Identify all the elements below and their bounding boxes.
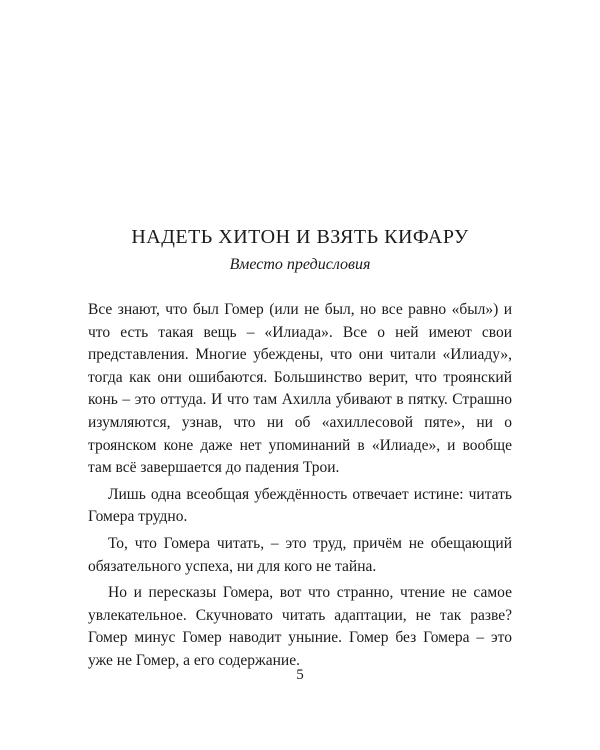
paragraph-4: Но и пересказы Гомера, вот что странно, чтение не самое увлекательное. Скучновато читать адаптации, не так разве? Гомер минус Гомер наводит уныние. Гомер без Гомера – это уже не Гомер, а его содержание. [88,584,512,669]
chapter-title: НАДЕТЬ ХИТОН И ВЗЯТЬ КИФАРУ [131,226,469,248]
paragraph-1: Все знают, что был Гомер (или не был, но все равно «был») и что есть такая вещь – «Илиада». Все о ней имеют свои представления. Многие убеждены, что они читали «Илиаду», тогда как они ошибаются. Большинство верит, что троянский конь – это оттуда. И что там Ахилла убивают в пятку. Страшно изумляются, узнав, что ни об «ахиллесовой пяте», ни о троянском коне даже нет упоминаний в «Илиаде», и вообще там всё завершается до падения Трои. [88,301,512,477]
paragraph-2: Лишь одна всеобщая убеждённость отвечает истине: читать Гомера трудно. [88,485,512,526]
chapter-subtitle: Вместо предисловия [229,256,371,273]
body-text [88,299,512,673]
page-number: 5 [296,667,304,683]
paragraph-3: То, что Гомера читать, – это труд, причём не обещающий обязательного успеха, ни для кого не тайна. [88,534,512,575]
